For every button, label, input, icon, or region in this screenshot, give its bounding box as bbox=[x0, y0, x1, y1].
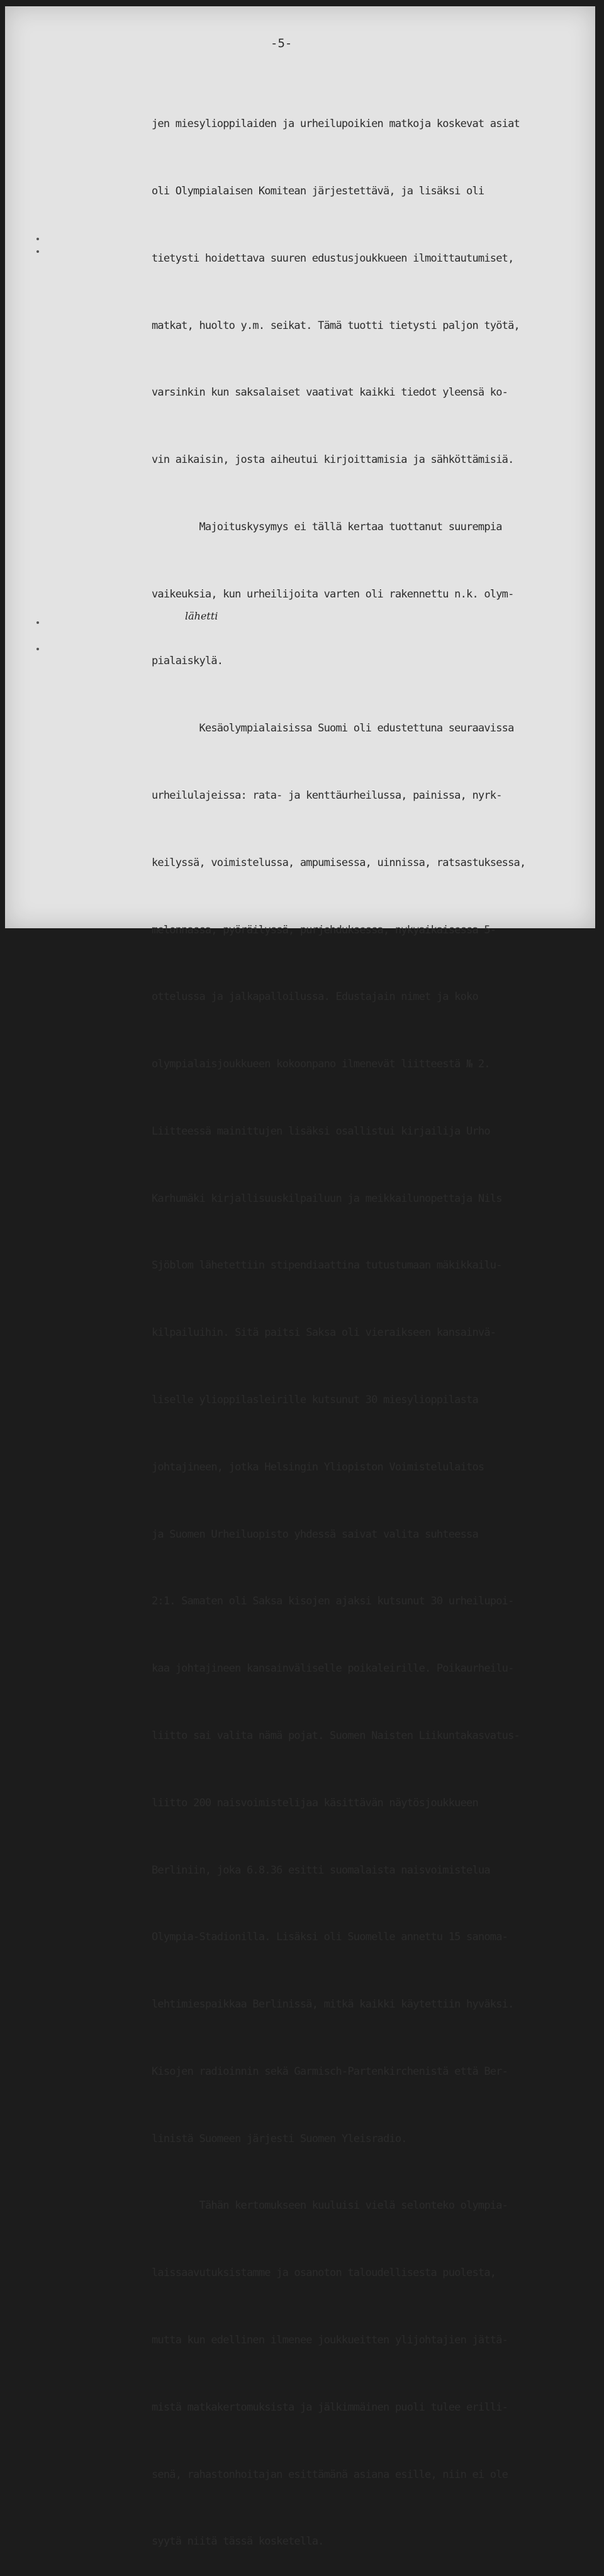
text-line: varsinkin kun saksalaiset vaativat kaikki tiedot yleensä ko- bbox=[152, 386, 508, 399]
text-line: liitto sai valita nämä pojat. Suomen Naisten Liikuntakasvatus- bbox=[152, 1729, 520, 1742]
text-line: jen miesylioppilaiden ja urheilupoikien matkoja koskevat asiat bbox=[152, 118, 520, 131]
text-line: linistä Suomeen järjesti Suomen Yleisradio. bbox=[152, 2132, 407, 2145]
margin-dot bbox=[36, 648, 39, 650]
text-line: vin aikaisin, josta aiheutui kirjoittamisia ja sähköttämisiä. bbox=[152, 453, 514, 467]
text-line: syytä niitä tässä kosketella. bbox=[152, 2535, 324, 2548]
text-line: Tähän kertomukseen kuuluisi vielä selonteko olympia- bbox=[152, 2199, 508, 2212]
text-line: mistä matkakertomuksista ja jälkimmäinen puoli tulee erilli- bbox=[152, 2401, 508, 2414]
text-line: ottelussa ja jalkapalloilussa. Edustajain nimet ja koko bbox=[152, 991, 478, 1004]
text-line: Olympia-Stadionilla. Lisäksi oli Suomelle annettu 15 sanoma- bbox=[152, 1931, 508, 1944]
text-line: keilyssä, voimistelussa, ampumisessa, uinnissa, ratsastuksessa, bbox=[152, 856, 526, 869]
page-number: -5- bbox=[271, 36, 293, 50]
text-line: Berliniin, joka 6.8.36 esitti suomalaista naisvoimistelua bbox=[152, 1863, 490, 1877]
text-line: mutta kun edellinen ilmenee joukkueitten ylijohtajien jättä- bbox=[152, 2333, 508, 2346]
text-line: melonnassa, pyöräilyssä, purjehduksessa, nykyaikaisessa 5- bbox=[152, 923, 496, 936]
handwritten-insertion: lähetti bbox=[185, 610, 218, 622]
margin-dot bbox=[36, 238, 39, 240]
text-line: Liitteessä mainittujen lisäksi osallistui kirjailija Urho bbox=[152, 1124, 490, 1138]
margin-dot bbox=[36, 250, 39, 253]
text-line: oli Olympialaisen Komitean järjestettävä, ja lisäksi oli bbox=[152, 184, 484, 197]
text-line: Majoituskysymys ei tällä kertaa tuottanut suurempia bbox=[152, 520, 502, 533]
text-line: tietysti hoidettava suuren edustusjoukkueen ilmoittautumiset, bbox=[152, 252, 514, 265]
text-line: pialaiskylä. bbox=[152, 655, 223, 668]
text-line: urheilulajeissa: rata- ja kenttäurheilussa, painissa, nyrk- bbox=[152, 789, 502, 802]
margin-dot bbox=[36, 621, 39, 624]
text-line: lehtimiespaikkaa Berlinissä, mitkä kaikki käytettiin hyväksi. bbox=[152, 1998, 514, 2011]
text-line: olympialaisjoukkueen kokoonpano ilmenevät liitteestä № 2. bbox=[152, 1058, 490, 1071]
text-line: kaa johtajineen kansainväliselle poikaleirille. Poikaurheilu- bbox=[152, 1662, 514, 1675]
text-line: laissaavutuksistamme ja osanoton taloudellisesta puolesta, bbox=[152, 2267, 496, 2280]
text-line: ja Suomen Urheiluopisto yhdessä saivat valita suhteessa bbox=[152, 1528, 478, 1541]
text-line: 2:1. Samaten oli Saksa kisojen ajaksi kutsunut 30 urheilupoi- bbox=[152, 1595, 514, 1608]
text-line: Karhumäki kirjallisuuskilpailuun ja meikkailunopettaja Nils bbox=[152, 1192, 502, 1205]
text-line: Kisojen radioinnin sekä Garmisch-Partenkirchenistä että Ber- bbox=[152, 2065, 508, 2078]
text-line: Kesäolympialaisissa Suomi oli edustettuna seuraavissa bbox=[152, 722, 514, 735]
text-line: kilpailuihin. Sitä paitsi Saksa oli vieraikseen kansainvä- bbox=[152, 1326, 496, 1340]
text-line: johtajineen, jotka Helsingin Yliopiston Voimistelulaitos bbox=[152, 1460, 484, 1474]
text-line: Sjöblom lähetettiin stipendiaattina tutustumaan mäkikkailu- bbox=[152, 1259, 502, 1272]
text-line: matkat, huolto y.m. seikat. Tämä tuotti tietysti paljon työtä, bbox=[152, 319, 520, 332]
text-line: liselle ylioppilasleirille kutsunut 30 miesylioppilasta bbox=[152, 1394, 478, 1407]
text-line: vaikeuksia, kun urheilijoita varten oli rakennettu n.k. olym- bbox=[152, 587, 514, 601]
text-line: senä, rahastonhoitajan esittämänä asiana esille, niin ei ole bbox=[152, 2468, 508, 2481]
typewritten-body bbox=[152, 69, 586, 2576]
text-line: liitto 200 naisvoimistelijaa käsittävän näytösjoukkueen bbox=[152, 1796, 478, 1809]
